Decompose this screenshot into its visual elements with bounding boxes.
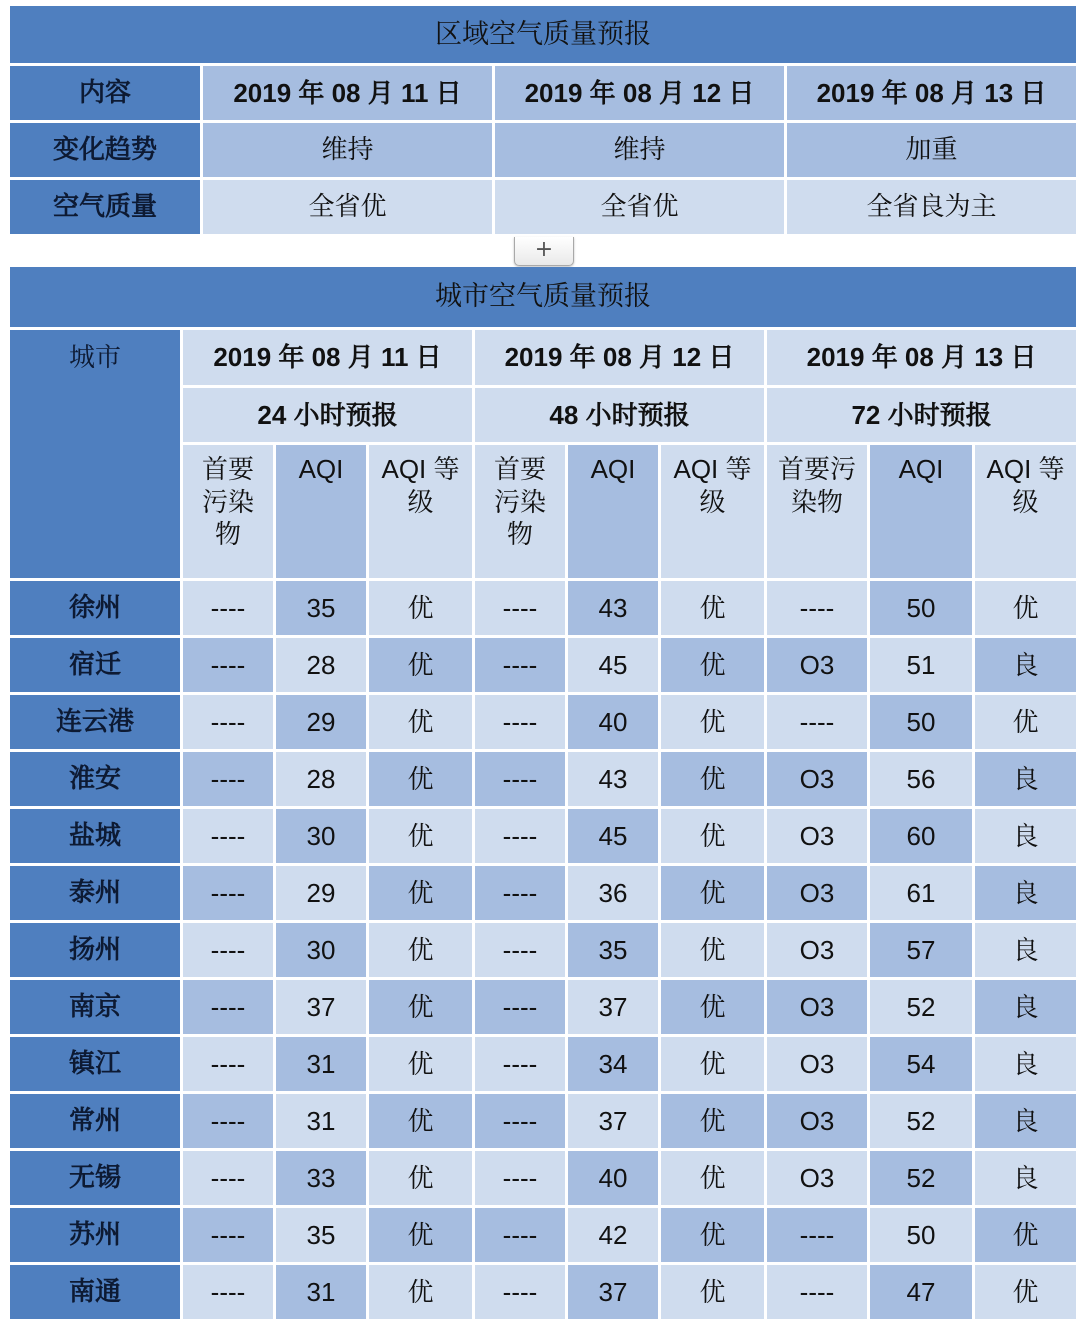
aqi-level-cell: 优 — [369, 752, 472, 806]
regional-row-quality — [10, 180, 1076, 234]
aqi-level-header: AQI 等 级 — [975, 445, 1076, 578]
primary-pollutant-cell: ---- — [183, 1037, 273, 1091]
primary-pollutant-cell: ---- — [475, 809, 565, 863]
table-row — [10, 1208, 1076, 1262]
aqi-cell: 37 — [568, 1094, 658, 1148]
aqi-level-cell: 优 — [661, 1265, 764, 1319]
primary-pollutant-cell: ---- — [475, 1094, 565, 1148]
aqi-level-cell: 优 — [369, 923, 472, 977]
regional-cell: 全省优 — [495, 180, 784, 234]
primary-pollutant-cell: ---- — [183, 581, 273, 635]
aqi-level-cell: 优 — [369, 866, 472, 920]
primary-pollutant-cell: ---- — [183, 980, 273, 1034]
primary-pollutant-cell: ---- — [475, 581, 565, 635]
primary-pollutant-cell: ---- — [183, 695, 273, 749]
aqi-level-cell: 优 — [975, 695, 1076, 749]
aqi-cell: 50 — [870, 581, 972, 635]
aqi-cell: 40 — [568, 1151, 658, 1205]
aqi-cell: 43 — [568, 581, 658, 635]
primary-pollutant-cell: ---- — [183, 1151, 273, 1205]
table-row — [10, 1265, 1076, 1319]
regional-title: 区域空气质量预报 — [10, 6, 1076, 63]
aqi-cell: 31 — [276, 1265, 366, 1319]
aqi-level-cell: 良 — [975, 638, 1076, 692]
aqi-level-cell: 优 — [369, 809, 472, 863]
aqi-cell: 50 — [870, 695, 972, 749]
aqi-level-header: AQI 等 级 — [369, 445, 472, 578]
aqi-level-cell: 优 — [369, 980, 472, 1034]
primary-pollutant-cell: O3 — [767, 923, 867, 977]
aqi-level-cell: 良 — [975, 752, 1076, 806]
aqi-cell: 30 — [276, 923, 366, 977]
aqi-cell: 37 — [568, 980, 658, 1034]
aqi-level-cell: 优 — [975, 581, 1076, 635]
aqi-cell: 31 — [276, 1094, 366, 1148]
primary-pollutant-cell: ---- — [183, 923, 273, 977]
aqi-header: AQI — [870, 445, 972, 578]
primary-pollutant-cell: O3 — [767, 1094, 867, 1148]
aqi-cell: 35 — [276, 581, 366, 635]
aqi-cell: 47 — [870, 1265, 972, 1319]
regional-cell: 加重 — [787, 123, 1076, 177]
city-name: 南通 — [10, 1265, 180, 1319]
table-row — [10, 923, 1076, 977]
aqi-level-cell: 优 — [661, 809, 764, 863]
primary-pollutant-cell: ---- — [475, 695, 565, 749]
table-row — [10, 752, 1076, 806]
table-row — [10, 866, 1076, 920]
primary-pollutant-cell: ---- — [767, 1265, 867, 1319]
aqi-cell: 57 — [870, 923, 972, 977]
aqi-level-cell: 优 — [661, 980, 764, 1034]
aqi-header: AQI — [276, 445, 366, 578]
aqi-cell: 35 — [568, 923, 658, 977]
city-name: 镇江 — [10, 1037, 180, 1091]
primary-pollutant-cell: O3 — [767, 809, 867, 863]
table-row — [10, 1037, 1076, 1091]
aqi-level-cell: 优 — [661, 581, 764, 635]
aqi-cell: 29 — [276, 866, 366, 920]
table-row — [10, 638, 1076, 692]
regional-date: 2019 年 08 月 13 日 — [787, 66, 1076, 120]
city-name: 泰州 — [10, 866, 180, 920]
aqi-cell: 33 — [276, 1151, 366, 1205]
aqi-cell: 37 — [276, 980, 366, 1034]
primary-pollutant-cell: ---- — [183, 1094, 273, 1148]
city-forecast-table — [7, 264, 1079, 1322]
regional-date: 2019 年 08 月 11 日 — [203, 66, 492, 120]
primary-pollutant-cell: O3 — [767, 1151, 867, 1205]
aqi-cell: 28 — [276, 638, 366, 692]
aqi-level-cell: 优 — [661, 866, 764, 920]
aqi-level-cell: 优 — [661, 695, 764, 749]
aqi-level-cell: 优 — [369, 1094, 472, 1148]
primary-pollutant-header: 首要污 染物 — [767, 445, 867, 578]
city-name: 淮安 — [10, 752, 180, 806]
aqi-level-cell: 优 — [661, 1151, 764, 1205]
city-name: 连云港 — [10, 695, 180, 749]
aqi-level-cell: 优 — [661, 638, 764, 692]
aqi-cell: 54 — [870, 1037, 972, 1091]
regional-cell: 全省良为主 — [787, 180, 1076, 234]
aqi-level-cell: 优 — [975, 1208, 1076, 1262]
table-row — [10, 809, 1076, 863]
primary-pollutant-cell: ---- — [183, 752, 273, 806]
aqi-cell: 60 — [870, 809, 972, 863]
regional-cell: 维持 — [495, 123, 784, 177]
regional-header-label: 内容 — [10, 66, 200, 120]
aqi-level-cell: 优 — [661, 1094, 764, 1148]
aqi-level-cell: 良 — [975, 1094, 1076, 1148]
primary-pollutant-header: 首要 污染 物 — [183, 445, 273, 578]
city-date: 2019 年 08 月 11 日 — [183, 330, 472, 385]
primary-pollutant-cell: ---- — [767, 581, 867, 635]
primary-pollutant-cell: ---- — [183, 866, 273, 920]
aqi-cell: 28 — [276, 752, 366, 806]
aqi-header: AQI — [568, 445, 658, 578]
table-row — [10, 1151, 1076, 1205]
table-row — [10, 695, 1076, 749]
primary-pollutant-cell: O3 — [767, 638, 867, 692]
primary-pollutant-cell: ---- — [475, 866, 565, 920]
forecast-horizon: 48 小时预报 — [475, 388, 764, 442]
aqi-cell: 45 — [568, 638, 658, 692]
aqi-level-cell: 优 — [975, 1265, 1076, 1319]
aqi-cell: 42 — [568, 1208, 658, 1262]
city-name: 扬州 — [10, 923, 180, 977]
primary-pollutant-cell: O3 — [767, 752, 867, 806]
primary-pollutant-cell: ---- — [767, 1208, 867, 1262]
primary-pollutant-cell: ---- — [183, 638, 273, 692]
aqi-level-cell: 优 — [369, 581, 472, 635]
aqi-level-cell: 优 — [661, 923, 764, 977]
city-name: 南京 — [10, 980, 180, 1034]
aqi-cell: 40 — [568, 695, 658, 749]
aqi-cell: 52 — [870, 980, 972, 1034]
aqi-level-cell: 优 — [369, 1151, 472, 1205]
city-name: 盐城 — [10, 809, 180, 863]
aqi-level-cell: 优 — [661, 1208, 764, 1262]
city-column-header: 城市 — [10, 330, 180, 578]
aqi-cell: 30 — [276, 809, 366, 863]
primary-pollutant-cell: ---- — [475, 1151, 565, 1205]
city-name: 徐州 — [10, 581, 180, 635]
primary-pollutant-cell: ---- — [475, 638, 565, 692]
primary-pollutant-cell: ---- — [475, 1208, 565, 1262]
aqi-level-cell: 优 — [661, 752, 764, 806]
aqi-cell: 35 — [276, 1208, 366, 1262]
city-name: 常州 — [10, 1094, 180, 1148]
table-row — [10, 980, 1076, 1034]
primary-pollutant-cell: ---- — [475, 1265, 565, 1319]
city-date: 2019 年 08 月 13 日 — [767, 330, 1076, 385]
aqi-cell: 51 — [870, 638, 972, 692]
primary-pollutant-cell: ---- — [475, 752, 565, 806]
table-row — [10, 581, 1076, 635]
forecast-horizon: 24 小时预报 — [183, 388, 472, 442]
aqi-level-cell: 优 — [369, 1265, 472, 1319]
aqi-level-cell: 良 — [975, 980, 1076, 1034]
primary-pollutant-cell: ---- — [475, 1037, 565, 1091]
regional-date: 2019 年 08 月 12 日 — [495, 66, 784, 120]
aqi-cell: 56 — [870, 752, 972, 806]
aqi-cell: 52 — [870, 1151, 972, 1205]
aqi-level-cell: 优 — [369, 1037, 472, 1091]
city-date: 2019 年 08 月 12 日 — [475, 330, 764, 385]
primary-pollutant-header: 首要 污染 物 — [475, 445, 565, 578]
aqi-cell: 29 — [276, 695, 366, 749]
city-title: 城市空气质量预报 — [10, 267, 1076, 327]
primary-pollutant-cell: O3 — [767, 980, 867, 1034]
aqi-cell: 45 — [568, 809, 658, 863]
aqi-cell: 52 — [870, 1094, 972, 1148]
primary-pollutant-cell: ---- — [183, 809, 273, 863]
primary-pollutant-cell: ---- — [183, 1208, 273, 1262]
aqi-level-cell: 优 — [369, 695, 472, 749]
aqi-level-cell: 良 — [975, 1151, 1076, 1205]
city-name: 无锡 — [10, 1151, 180, 1205]
expand-button[interactable]: + — [514, 237, 574, 266]
regional-cell: 维持 — [203, 123, 492, 177]
aqi-cell: 36 — [568, 866, 658, 920]
aqi-cell: 43 — [568, 752, 658, 806]
regional-row-label: 变化趋势 — [10, 123, 200, 177]
aqi-level-cell: 良 — [975, 1037, 1076, 1091]
primary-pollutant-cell: ---- — [475, 980, 565, 1034]
aqi-level-cell: 优 — [661, 1037, 764, 1091]
aqi-level-cell: 良 — [975, 809, 1076, 863]
city-name: 宿迁 — [10, 638, 180, 692]
table-row — [10, 1094, 1076, 1148]
aqi-level-cell: 良 — [975, 866, 1076, 920]
regional-forecast-table — [7, 3, 1079, 237]
aqi-cell: 50 — [870, 1208, 972, 1262]
regional-cell: 全省优 — [203, 180, 492, 234]
aqi-cell: 34 — [568, 1037, 658, 1091]
forecast-horizon: 72 小时预报 — [767, 388, 1076, 442]
primary-pollutant-cell: ---- — [183, 1265, 273, 1319]
aqi-cell: 31 — [276, 1037, 366, 1091]
regional-row-label: 空气质量 — [10, 180, 200, 234]
primary-pollutant-cell: ---- — [475, 923, 565, 977]
primary-pollutant-cell: O3 — [767, 866, 867, 920]
aqi-cell: 37 — [568, 1265, 658, 1319]
primary-pollutant-cell: ---- — [767, 695, 867, 749]
primary-pollutant-cell: O3 — [767, 1037, 867, 1091]
regional-row-trend — [10, 123, 1076, 177]
aqi-level-header: AQI 等 级 — [661, 445, 764, 578]
aqi-level-cell: 优 — [369, 1208, 472, 1262]
aqi-cell: 61 — [870, 866, 972, 920]
city-name: 苏州 — [10, 1208, 180, 1262]
aqi-level-cell: 良 — [975, 923, 1076, 977]
aqi-level-cell: 优 — [369, 638, 472, 692]
